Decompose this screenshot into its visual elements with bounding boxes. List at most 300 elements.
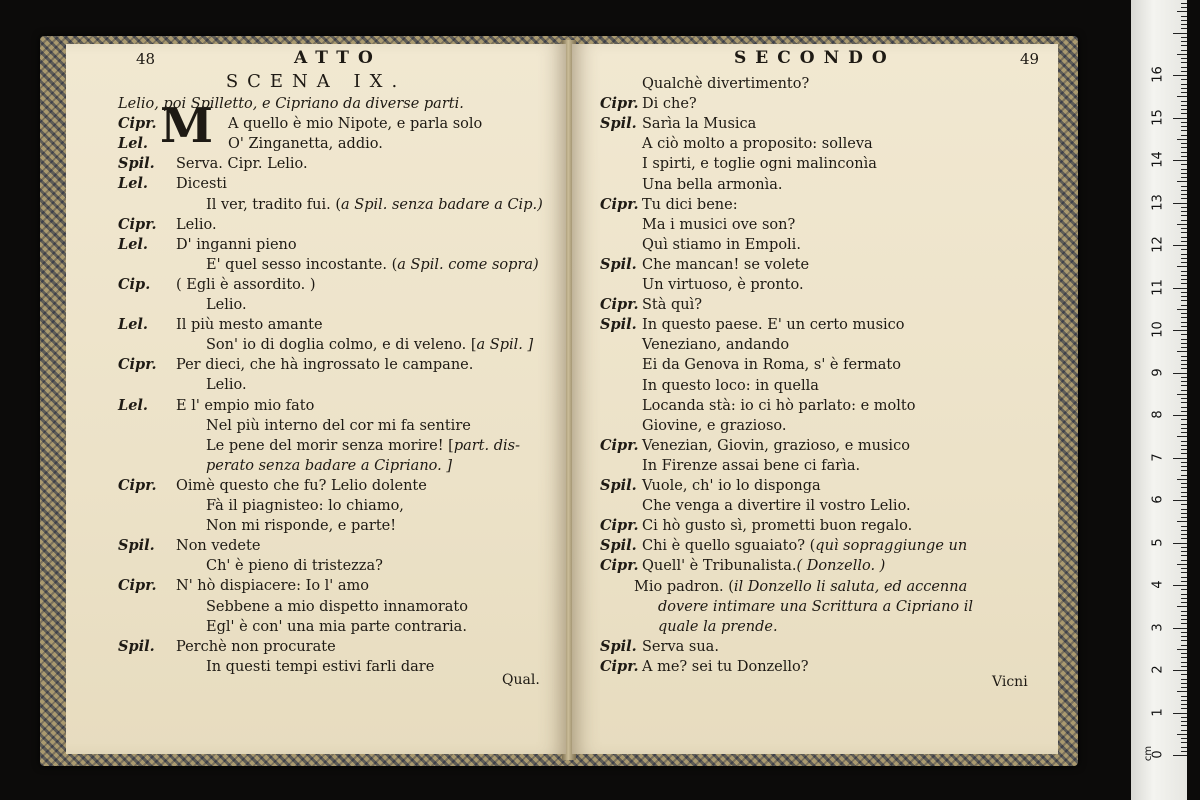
ruler-tick (1181, 504, 1187, 505)
ruler-tick (1177, 54, 1187, 55)
ruler-tick (1181, 198, 1187, 199)
ruler-tick (1181, 470, 1187, 471)
ruler-tick (1181, 169, 1187, 170)
book-binding (40, 36, 1078, 766)
text-line (118, 576, 369, 596)
text-line (206, 436, 520, 456)
speaker-label: Cipr. (600, 296, 639, 314)
stage-direction: Lelio, poi Spilletto, e Cipriano da diverse parti. (118, 96, 464, 112)
speaker-label: Spil. (118, 155, 155, 173)
ruler-tick (1181, 526, 1187, 527)
ruler-tick (1173, 288, 1187, 289)
ruler-tick (1181, 58, 1187, 59)
text-line (634, 577, 967, 597)
ruler-tick (1177, 96, 1187, 97)
speaker-label: Spil. (600, 115, 637, 133)
ruler-number: 15 (1150, 108, 1166, 126)
ruler-tick (1181, 326, 1187, 327)
ruler-tick (1181, 122, 1187, 123)
ruler-tick (1181, 130, 1187, 131)
ruler-tick (1177, 521, 1187, 522)
text-line (118, 235, 297, 255)
ruler-tick (1177, 266, 1187, 267)
verse-text: Nel più interno del cor mi fa sentire (206, 417, 471, 434)
stage-direction: quale la prende. (658, 618, 778, 635)
ruler-tick (1181, 738, 1187, 739)
ruler-tick (1181, 237, 1187, 238)
text-line (118, 275, 316, 295)
ruler-tick (1181, 220, 1187, 221)
ruler-tick (1181, 751, 1187, 752)
text-line (642, 355, 901, 375)
verse-text: Mio padron. ( (634, 578, 734, 595)
text-line (642, 275, 804, 295)
ruler-number: 16 (1150, 66, 1166, 83)
running-head-left: ATTO (294, 48, 382, 68)
text-line (206, 496, 404, 516)
ruler-number: 14 (1150, 151, 1166, 168)
ruler-tick (1181, 441, 1187, 442)
verse-text: Lelio. (206, 297, 247, 313)
text-line (600, 195, 738, 215)
text-line (642, 335, 789, 355)
ruler-tick (1181, 3, 1187, 4)
verse-text: A ciò molto a proposito: solleva (642, 136, 873, 153)
ruler-tick (1181, 147, 1187, 148)
verse-text: In questo paese. E' un certo musico (642, 317, 905, 334)
ruler-number: 13 (1150, 193, 1166, 211)
ruler-tick (1181, 152, 1187, 153)
ruler-tick (1181, 7, 1187, 8)
ruler-tick (1177, 479, 1187, 480)
ruler-tick (1181, 292, 1187, 293)
speaker-label: Cipr. (600, 436, 639, 454)
text-line (600, 114, 756, 134)
text-line (118, 174, 227, 194)
speaker-label: Cipr. (118, 356, 157, 374)
ruler-tick (1181, 428, 1187, 429)
left-page (66, 44, 566, 754)
stage-direction: perato senza badare a Cipriano. ] (206, 457, 453, 474)
ruler-tick (1181, 254, 1187, 255)
speaker-label: Cipr. (600, 195, 639, 213)
speaker-label: Cipr. (600, 517, 639, 535)
verse-text: N' hò dispiacere: Io l' amo (176, 578, 370, 595)
ruler-tick (1181, 50, 1187, 51)
ruler-tick (1181, 551, 1187, 552)
ruler-tick (1177, 734, 1187, 735)
verse-text: Una bella armonìa. (642, 176, 783, 193)
stage-direction: ( Donzello. ) (796, 558, 886, 575)
ruler-tick (1181, 623, 1187, 624)
ruler-tick (1181, 687, 1187, 688)
text-line (600, 556, 885, 576)
text-line (206, 255, 539, 275)
verse-text: Lelio. (206, 377, 247, 394)
ruler-tick (1181, 449, 1187, 450)
ruler-tick (1181, 296, 1187, 297)
ruler-number: 5 (1150, 537, 1166, 547)
text-line (118, 536, 260, 556)
text-line (600, 255, 809, 275)
speaker-label: Cipr. (118, 115, 157, 133)
speaker-label: Cipr. (600, 557, 639, 575)
speaker-label: Spil. (600, 537, 637, 555)
ruler-tick (1177, 649, 1187, 650)
speaker-label: Lel. (118, 396, 148, 414)
ruler-tick (1181, 730, 1187, 731)
ruler-tick (1173, 118, 1187, 119)
text-line (206, 657, 434, 677)
ruler-tick (1181, 674, 1187, 675)
text-line (642, 154, 877, 174)
verse-text: Di che? (642, 96, 697, 113)
text-line (206, 335, 533, 355)
ruler-tick (1173, 585, 1187, 586)
verse-text: E l' empio mio fato (176, 397, 315, 414)
stage-direction: a Spil. senza badare a Cip.) (341, 196, 543, 213)
text-line (658, 617, 778, 637)
ruler-tick (1173, 373, 1187, 374)
ruler-tick (1181, 271, 1187, 272)
ruler-tick (1181, 657, 1187, 658)
ruler-tick (1181, 390, 1187, 391)
ruler-tick (1181, 228, 1187, 229)
ruler-tick (1181, 560, 1187, 561)
verse-text: Venezian, Giovin, grazioso, e musico (642, 437, 910, 454)
text-line (642, 74, 809, 94)
ruler-tick (1173, 670, 1187, 671)
ruler-number: 3 (1150, 622, 1166, 632)
ruler-tick (1181, 513, 1187, 514)
ruler-tick (1181, 186, 1187, 187)
speaker-label: Spil. (600, 477, 637, 494)
ruler-tick (1181, 45, 1187, 46)
ruler-tick (1181, 364, 1187, 365)
ruler-tick (1181, 398, 1187, 399)
ruler-tick (1173, 543, 1187, 544)
verse-text: Vuole, ch' io lo disponga (642, 478, 821, 494)
ruler-tick (1181, 640, 1187, 641)
ruler-tick (1181, 721, 1187, 722)
ruler-tick (1181, 538, 1187, 539)
ruler-tick (1181, 164, 1187, 165)
ruler-tick (1181, 101, 1187, 102)
ruler-tick (1181, 581, 1187, 582)
ruler-tick (1181, 742, 1187, 743)
ruler-tick (1173, 33, 1187, 34)
ruler-tick (1181, 126, 1187, 127)
verse-text: Perchè non procurate (176, 638, 336, 655)
ruler-tick (1181, 322, 1187, 323)
verse-text: A me? sei tu Donzello? (642, 658, 809, 675)
stage-direction: il Donzello li saluta, ed accenna (733, 578, 968, 595)
ruler-tick (1173, 628, 1187, 629)
ruler-tick (1177, 181, 1187, 182)
text-line (118, 215, 217, 235)
text-line (118, 154, 308, 174)
verse-text: Lelio. (176, 216, 217, 233)
ruler-tick (1181, 636, 1187, 637)
ruler-tick (1181, 62, 1187, 63)
text-line (642, 456, 860, 476)
verse-text: Veneziano, andando (642, 337, 790, 354)
text-line (642, 215, 795, 235)
ruler-tick (1181, 568, 1187, 569)
ruler-tick (1181, 653, 1187, 654)
ruler-tick (1181, 71, 1187, 72)
ruler-tick (1181, 475, 1187, 476)
text-line (206, 556, 383, 576)
speaker-label: Lel. (118, 316, 148, 334)
verse-text: Serva sua. (642, 638, 719, 655)
ruler-number: 0 (1150, 750, 1166, 759)
ruler-tick (1181, 492, 1187, 493)
verse-text: Quì stiamo in Empoli. (642, 236, 801, 253)
verse-text: Il ver, tradito fui. ( (206, 196, 342, 213)
text-line (642, 175, 783, 195)
ruler-tick (1181, 305, 1187, 306)
ruler-tick (1181, 696, 1187, 697)
ruler-tick (1181, 135, 1187, 136)
ruler-tick (1181, 530, 1187, 531)
ruler-tick (1181, 211, 1187, 212)
ruler-tick (1181, 487, 1187, 488)
text-line (600, 94, 697, 114)
ruler-tick (1181, 717, 1187, 718)
text-line (206, 295, 247, 315)
verse-text: Ch' è pieno di tristezza? (206, 558, 383, 575)
verse-text: Sarìa la Musica (642, 116, 757, 133)
ruler-tick (1181, 534, 1187, 535)
ruler-tick (1181, 279, 1187, 280)
ruler-number: 12 (1150, 236, 1166, 253)
ruler-number: 11 (1150, 278, 1166, 296)
verse-text: Serva. Cipr. Lelio. (176, 156, 308, 173)
ruler-tick (1181, 143, 1187, 144)
ruler-tick (1181, 67, 1187, 68)
text-line (642, 416, 787, 436)
ruler-tick (1181, 20, 1187, 21)
verse-text: Giovine, e grazioso. (642, 417, 787, 434)
ruler-tick (1173, 713, 1187, 714)
ruler-tick (1181, 483, 1187, 484)
ruler-tick (1181, 645, 1187, 646)
speaker-label: Cipr. (600, 657, 639, 675)
verse-text: In Firenze assai bene ci farìa. (642, 457, 861, 474)
ruler-tick (1181, 241, 1187, 242)
verse-text: Un virtuoso, è pronto. (642, 277, 804, 293)
verse-text: Ei da Genova in Roma, s' è fermato (642, 357, 901, 374)
ruler-tick (1173, 415, 1187, 416)
ruler-tick (1181, 28, 1187, 29)
text-line (600, 295, 702, 315)
text-line (642, 134, 873, 154)
ruler-tick (1181, 594, 1187, 595)
ruler-tick (1181, 215, 1187, 216)
verse-text: Che mancan! se volete (642, 256, 810, 273)
verse-text: Ci hò gusto sì, prometti buon regalo. (642, 518, 913, 535)
verse-text: Oimè questo che fu? Lelio dolente (176, 477, 427, 494)
verse-text: Per dieci, che hà ingrossato le campane. (176, 357, 474, 374)
ruler-tick (1181, 381, 1187, 382)
text-line (658, 597, 973, 617)
ruler-tick (1181, 16, 1187, 17)
ruler-tick (1177, 139, 1187, 140)
ruler-tick (1181, 377, 1187, 378)
speaker-label: Cipr. (600, 95, 639, 113)
verse-text: O' Zinganetta, addio. (228, 136, 383, 153)
verse-text: Le pene del morir senza morire! [ (206, 437, 454, 454)
speaker-label: Spil. (600, 316, 637, 334)
ruler-tick (1177, 564, 1187, 565)
ruler-tick (1181, 466, 1187, 467)
ruler-tick (1181, 683, 1187, 684)
ruler-tick (1181, 572, 1187, 573)
ruler-tick (1181, 547, 1187, 548)
speaker-label: Lel. (118, 235, 148, 253)
stage-direction: a Spil. come sopra) (397, 256, 539, 273)
ruler-number: 8 (1150, 410, 1166, 419)
ruler-tick (1181, 662, 1187, 663)
verse-text: Son' io di doglia colmo, e di veleno. [ (206, 337, 477, 354)
text-line (206, 597, 468, 617)
ruler-tick (1173, 330, 1187, 331)
speaker-label: Spil. (118, 637, 155, 655)
text-line (600, 315, 905, 335)
ruler-tick (1181, 194, 1187, 195)
ruler-tick (1173, 755, 1187, 756)
ruler-tick (1181, 88, 1187, 89)
ruler-tick (1181, 300, 1187, 301)
stage-direction: part. dis- (453, 437, 520, 454)
page-number-right: 49 (1020, 50, 1040, 68)
text-line (600, 476, 821, 496)
ruler-tick (1181, 432, 1187, 433)
ruler-tick (1181, 589, 1187, 590)
text-line (118, 94, 464, 114)
ruler-tick (1173, 500, 1187, 501)
verse-text: Che venga a divertire il vostro Lelio. (642, 498, 911, 515)
ruler-tick (1177, 606, 1187, 607)
ruler-tick (1181, 419, 1187, 420)
ruler-tick (1181, 347, 1187, 348)
verse-text: Dicesti (176, 176, 227, 193)
ruler-tick (1181, 275, 1187, 276)
ruler-tick (1181, 445, 1187, 446)
ruler-tick (1181, 496, 1187, 497)
text-line (118, 114, 482, 134)
ruler-number: 9 (1150, 367, 1166, 377)
text-line (206, 416, 471, 436)
text-line (600, 657, 809, 677)
text-line (206, 617, 467, 637)
ruler-tick (1181, 190, 1187, 191)
ruler-tick (1181, 37, 1187, 38)
ruler-tick (1181, 708, 1187, 709)
ruler-number: 1 (1150, 707, 1166, 717)
text-line (118, 396, 314, 416)
ruler-tick (1177, 436, 1187, 437)
speaker-label: Cipr. (118, 215, 157, 233)
ruler-tick (1181, 283, 1187, 284)
ruler-tick (1181, 339, 1187, 340)
verse-text: Chi è quello sguaiato? ( (642, 538, 816, 555)
ruler-tick (1181, 173, 1187, 174)
ruler-tick (1181, 679, 1187, 680)
ruler-tick (1181, 577, 1187, 578)
speaker-label: Cip. (118, 275, 151, 293)
verse-text: Qualchè divertimento? (642, 76, 810, 92)
verse-text: Sebbene a mio dispetto innamorato (206, 598, 468, 615)
verse-text: Non vedete (176, 538, 261, 555)
verse-text: Locanda stà: io ci hò parlato: e molto (642, 397, 916, 414)
text-line (118, 134, 383, 154)
verse-text: D' inganni pieno (176, 236, 297, 253)
text-line (118, 476, 427, 496)
speaker-label: Spil. (118, 537, 155, 555)
speaker-label: Spil. (600, 637, 637, 655)
ruler-tick (1181, 92, 1187, 93)
ruler-tick (1181, 555, 1187, 556)
measuring-ruler (1131, 0, 1187, 800)
ruler-tick (1181, 704, 1187, 705)
ruler-unit-label: cm (1143, 745, 1155, 762)
speaker-label: Cipr. (118, 476, 157, 494)
ruler-tick (1181, 407, 1187, 408)
ruler-tick (1173, 458, 1187, 459)
text-line (642, 235, 801, 255)
ruler-tick (1181, 156, 1187, 157)
verse-text: E' quel sesso incostante. ( (206, 256, 398, 273)
verse-text: Quell' è Tribunalista. (642, 558, 797, 575)
ruler-tick (1181, 509, 1187, 510)
text-line (642, 496, 911, 516)
ruler-tick (1181, 249, 1187, 250)
text-line (600, 536, 967, 556)
verse-text: In questo loco: in quella (642, 377, 819, 394)
ruler-tick (1181, 424, 1187, 425)
ruler-tick (1181, 666, 1187, 667)
ruler-tick (1181, 258, 1187, 259)
verse-text: Non mi risponde, e parte! (206, 518, 397, 535)
verse-text: Stà quì? (642, 297, 703, 314)
ruler-tick (1181, 747, 1187, 748)
ruler-number: 7 (1150, 452, 1166, 462)
ruler-tick (1181, 343, 1187, 344)
ruler-tick (1181, 453, 1187, 454)
ruler-tick (1181, 619, 1187, 620)
text-line (600, 637, 719, 657)
text-line (642, 376, 819, 396)
ruler-tick (1181, 207, 1187, 208)
speaker-label: Lel. (118, 175, 148, 193)
ruler-tick (1181, 313, 1187, 314)
ruler-tick (1181, 177, 1187, 178)
ruler-tick (1181, 41, 1187, 42)
ruler-tick (1181, 611, 1187, 612)
ruler-tick (1181, 700, 1187, 701)
ruler-tick (1181, 725, 1187, 726)
catchword-right: Vicni (992, 674, 1028, 690)
text-line (206, 375, 247, 395)
ruler-tick (1173, 75, 1187, 76)
verse-text: Ma i musici ove son? (642, 216, 796, 233)
ruler-tick (1181, 402, 1187, 403)
verse-text: Fà il piagnisteo: lo chiamo, (206, 498, 404, 514)
text-line (600, 436, 910, 456)
catchword-left: Qual. (502, 672, 540, 688)
